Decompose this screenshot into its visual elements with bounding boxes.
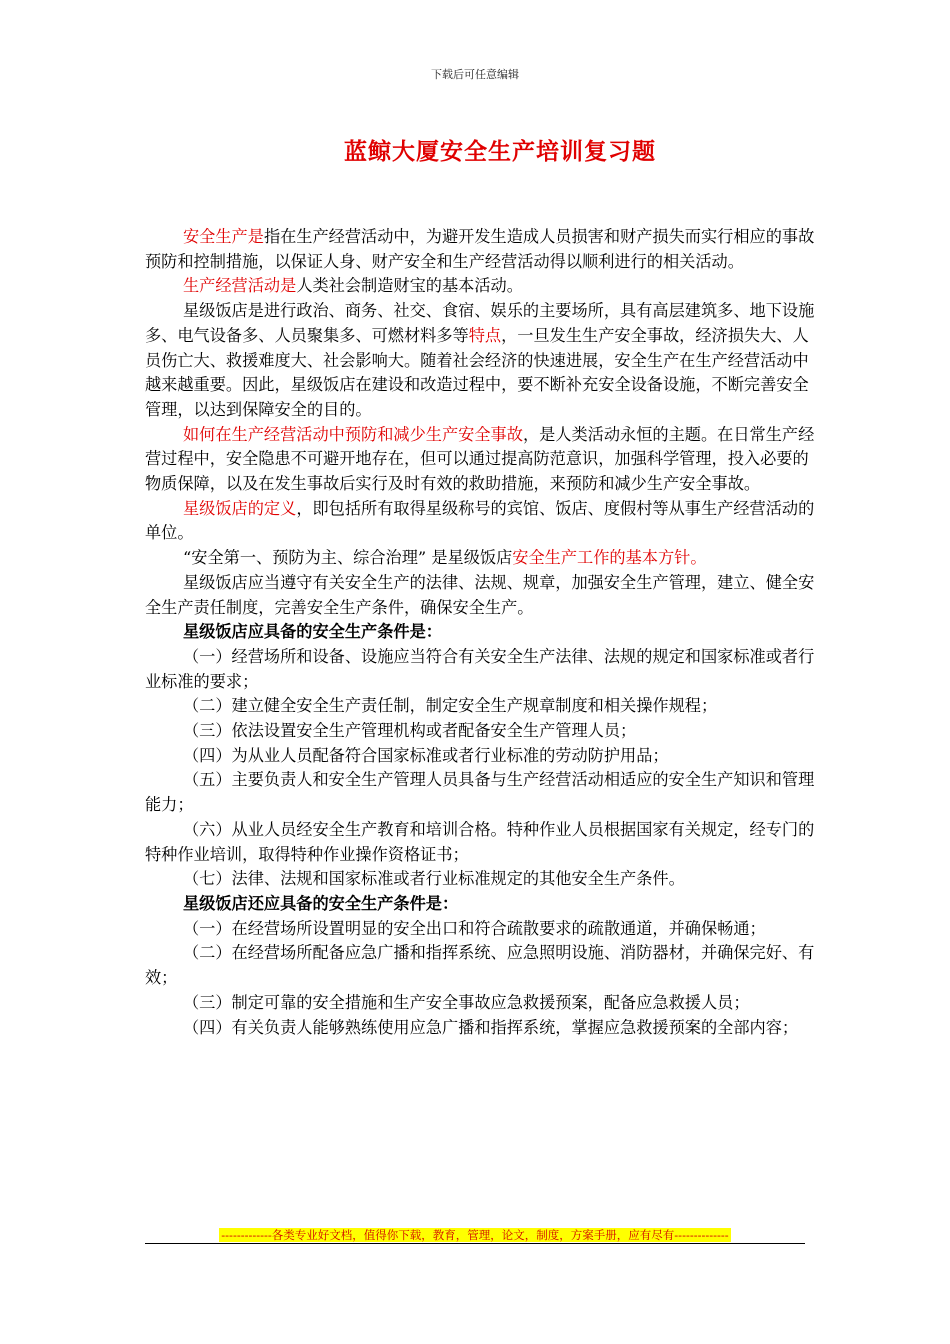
term-highlight: 星级饭店的定义 [183,498,297,518]
list-item: （一）在经营场所设置明显的安全出口和符合疏散要求的疏散通道，并确保畅通； [183,918,766,938]
section-heading: 星级饭店应具备的安全生产条件是： [183,622,442,642]
list-item: （二）建立健全安全生产责任制，制定安全生产规章制度和相关操作规程； [183,696,718,716]
footer-promo-text: -------------各类专业好文档，值得你下载，教育，管理，论文，制度，方案手册，应有尽有-------------- [221,1228,729,1242]
term-highlight: 安全生产工作的基本方针。 [512,548,707,568]
paragraph-text: ，是人类活动永恒的主题。在日常生产经营过程中，安全隐患不可避开地存在，但可以通过提高防范意识，加强科学管理，投入必要的物质保障，以及在发生事故后实行及时有效的救助措施，来预防和减少生产安全事故。 [145,424,815,494]
paragraph-text: “安全第一、预防为主、综合治理” 是星级饭店 [183,548,513,568]
paragraph-text: 星级饭店是进行政治、商务、社交、食宿、娱乐的主要场所，具有高层建筑多、地下设施多、电气设备多、人员聚集多、可燃材料多等 [145,301,815,345]
section-heading: 星级饭店还应具备的安全生产条件是： [183,893,459,913]
paragraph-text: ，一旦发生生产安全事故，经济损失大、人员伤亡大、救援难度大、社会影响大。随着社会经济的快速进展，安全生产在生产经营活动中越来越重要。因此，星级饭店在建设和改造过程中，要不断补充安全设备设施，不断完善安全管理，以达到保障安全的目的。 [145,325,809,419]
paragraph-safety-definition [145,225,815,274]
list-item: （四）有关负责人能够熟练使用应急广播和指挥系统，掌握应急救援预案的全部内容； [183,1017,799,1037]
list-item: （七）法律、法规和国家标准或者行业标准规定的其他安全生产条件。 [183,869,685,889]
list-item: （二）在经营场所配备应急广播和指挥系统、应急照明设施、消防器材，并确保完好、有效； [145,943,815,988]
paragraph-prevention [145,423,815,497]
list-item: （六）从业人员经安全生产教育和培训合格。特种作业人员根据国家有关规定，经专门的特种作业培训，取得特种作业操作资格证书； [145,819,815,864]
list-item: （三）依法设置安全生产管理机构或者配备安全生产管理人员； [183,721,637,741]
page-header: 下载后可任意编辑 [431,68,519,81]
term-highlight: 特点 [468,325,502,345]
paragraph-compliance: 星级饭店应当遵守有关安全生产的法律、法规、规章，加强安全生产管理，建立、健全安全生产责任制度，完善安全生产条件，确保安全生产。 [145,572,815,617]
paragraph-text: 指在生产经营活动中，为避开发生造成人员损害和财产损失而实行相应的事故预防和控制措施，以保证人身、财产安全和生产经营活动得以顺利进行的相关活动。 [145,227,815,271]
page-footer [145,1227,805,1243]
list-item: （四）为从业人员配备符合国家标准或者行业标准的劳动防护用品； [183,745,669,765]
list-item: （一）经营场所和设备、设施应当符合有关安全生产法律、法规的规定和国家标准或者行业标准的要求； [145,646,815,691]
term-highlight: 如何在生产经营活动中预防和减少生产安全事故 [183,424,523,444]
paragraph-hotel-definition [145,497,815,546]
footer-divider [145,1243,805,1244]
paragraph-production-activity [145,274,815,299]
paragraph-hotel-features [145,299,815,423]
term-highlight: 安全生产是 [183,227,264,246]
paragraph-text: 人类社会制造财宝的基本活动。 [296,276,523,296]
list-item: （三）制定可靠的安全措施和生产安全事故应急救援预案，配备应急救援人员； [183,992,750,1012]
document-title: 蓝鲸大厦安全生产培训复习题 [344,138,656,165]
list-item: （五）主要负责人和安全生产管理人员具备与生产经营活动相适应的安全生产知识和管理能力； [145,770,815,815]
term-highlight: 生产经营活动是 [183,276,297,296]
paragraph-text: ，即包括所有取得星级称号的宾馆、饭店、度假村等从事生产经营活动的单位。 [145,498,815,543]
paragraph-policy [145,546,815,571]
document-body [145,225,815,1040]
